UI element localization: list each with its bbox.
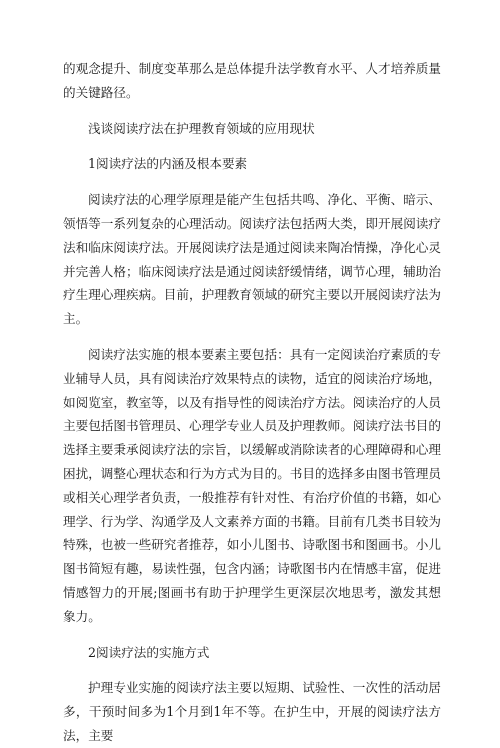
section-1-paragraph-2: 阅读疗法实施的根本要素主要包括：具有一定阅读治疗素质的专业辅导人员，具有阅读治疗效果特点的读物，适宜的阅读治疗场地，如阅览室，教室等，以及有指导性的阅读治疗方法。阅读治疗的人员主要包括图书管理员、心理学专业人员及护理教师。阅读疗法书目的选择主要秉承阅读疗法的宗旨，以缓解或消除读者的心理障碍和心理困扰，调整心理状态和行为方式为目的。书目的选择多由图书管理员或相关心理学者负责，一般推荐有针对性、有治疗价值的书籍，如心理学、行为学、沟通学及人文素养方面的书籍。目前有几类书目较为特殊，也被一些研究者推荐，如小儿图书、诗歌图书和图画书。小儿图书简短有趣，易读性强，包含内涵；诗歌图书内在情感丰富，促进情感智力的开展;图画书有助于护理学生更深层次地思考，激发其想象力。 — [63, 346, 441, 624]
continued-paragraph: 的观念提升、制度变革那么是总体提升法学教育水平、人才培养质量的关键路径。 — [63, 61, 441, 100]
section-2-paragraph-1: 护理专业实施的阅读疗法主要以短期、试验性、一次性的活动居多，干预时间多为1个月到1年不等。在护生中，开展的阅读疗法方法，主要 — [63, 680, 441, 743]
section-1-heading: 1阅读疗法的内涵及根本要素 — [88, 156, 248, 172]
document-body — [63, 57, 441, 748]
section-2-heading: 2阅读疗法的实施方式 — [88, 644, 210, 660]
article-title: 浅谈阅读疗法在护理教育领域的应用现状 — [88, 120, 315, 136]
section-1-paragraph-1: 阅读疗法的心理学原理是能产生包括共鸣、净化、平衡、暗示、领悟等一系列复杂的心理活动。阅读疗法包括两大类，即开展阅读疗法和临床阅读疗法。开展阅读疗法是通过阅读来陶冶情操，净化心灵并完善人格；临床阅读疗法是通过阅读舒缓情绪，调节心理，辅助治疗生理心理疾病。目前，护理教育领域的研究主要以开展阅读疗法为主。 — [63, 192, 441, 327]
